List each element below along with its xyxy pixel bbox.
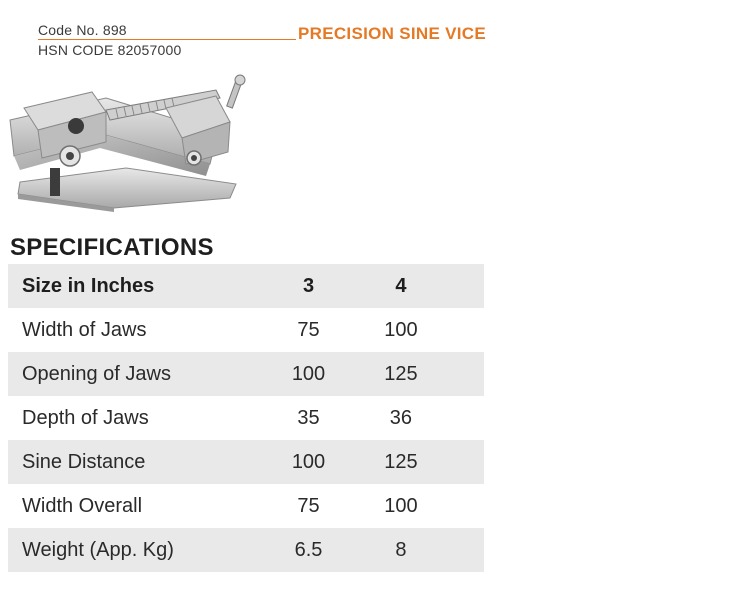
row-filler xyxy=(454,396,484,440)
row-filler xyxy=(454,528,484,572)
product-image xyxy=(6,72,262,212)
specifications-heading: SPECIFICATIONS xyxy=(10,234,214,261)
row-value-size-3: 75 xyxy=(297,318,320,341)
row-filler xyxy=(454,352,484,396)
table-row xyxy=(8,308,484,352)
row-value-size-3: 6.5 xyxy=(270,528,348,572)
table-row xyxy=(8,352,484,396)
row-label: Width of Jaws xyxy=(22,318,147,341)
row-filler xyxy=(454,308,484,352)
specifications-table xyxy=(8,264,484,572)
row-value-size-4: 100 xyxy=(384,318,418,341)
row-value-size-4: 100 xyxy=(384,494,418,517)
row-label: Depth of Jaws xyxy=(22,406,149,429)
row-label: Width Overall xyxy=(22,494,143,517)
row-value-size-4: 8 xyxy=(348,528,455,572)
header-rule xyxy=(38,39,296,40)
row-value-size-3: 75 xyxy=(297,494,320,517)
row-filler xyxy=(454,264,484,308)
table-row xyxy=(8,440,484,484)
code-number: Code No. 898 xyxy=(38,22,127,38)
table-row xyxy=(8,484,484,528)
column-header-size-4: 4 xyxy=(348,264,455,308)
row-label: Sine Distance xyxy=(8,440,270,484)
row-label: Weight (App. Kg) xyxy=(8,528,270,572)
row-label: Opening of Jaws xyxy=(8,352,270,396)
product-title: PRECISION SINE VICE xyxy=(298,24,487,43)
row-value-size-3: 100 xyxy=(270,352,348,396)
row-value-size-4: 36 xyxy=(389,406,413,429)
column-header-size: Size in Inches xyxy=(8,264,270,308)
row-value-size-4: 125 xyxy=(348,352,455,396)
header xyxy=(38,18,498,62)
table-row xyxy=(8,528,484,572)
row-filler xyxy=(454,484,484,528)
row-filler xyxy=(454,440,484,484)
row-value-size-3: 100 xyxy=(270,440,348,484)
row-value-size-3: 35 xyxy=(297,406,320,429)
table-row xyxy=(8,396,484,440)
column-header-size-3: 3 xyxy=(270,264,348,308)
row-value-size-4: 125 xyxy=(348,440,455,484)
table-header-row xyxy=(8,264,484,308)
hsn-code: HSN CODE 82057000 xyxy=(38,42,182,58)
